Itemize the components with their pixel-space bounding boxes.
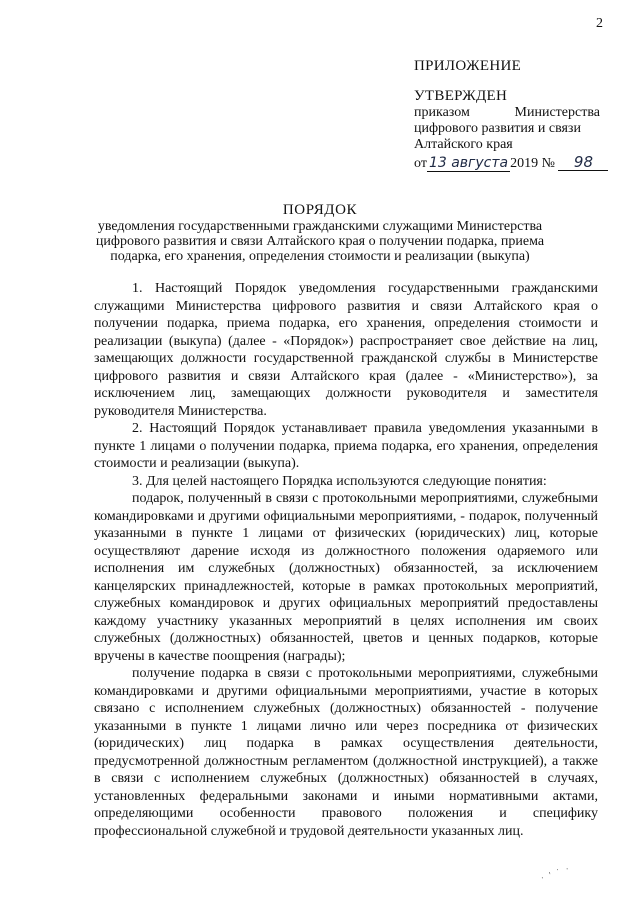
page-number: 2 xyxy=(596,16,603,31)
region-line: Алтайского края xyxy=(414,137,513,152)
date-prefix: от xyxy=(414,156,427,171)
date-line xyxy=(414,154,600,172)
appendix-label: ПРИЛОЖЕНИЕ xyxy=(414,58,522,74)
paragraph-1: 1. Настоящий Порядок уведомления государственными гражданскими служащими Министерства цифрового развития и связи Алтайского края о получении подарка, приема подарка, его хранения, определения стоимости и реализации (выкупа) (далее - «Порядок») распространяет свое действие на лиц, замещающих должности государственной гражданской службы в Министерстве цифрового развития и связи Алтайского края (далее - «Министерство»), за исключением лиц, замещающих должности руководителя и заместителя руководителя Министерства. xyxy=(94,281,598,419)
paragraph-2: 2. Настоящий Порядок устанавливает правила уведомления указанными в пункте 1 лицами о получении подарка, приема подарка, его хранения, определения стоимости и реализации (выкупа). xyxy=(94,421,598,471)
handwritten-order-number: 98 xyxy=(558,154,608,171)
paragraph-4: подарок, полученный в связи с протокольными мероприятиями, служебными командировками и другими официальными мероприятиями, - подарок, полученный указанными в пункте 1 лицами от физических (юридических) лиц, которые осуществляют дарение исходя из должностного положения одаряемого или исполнения им служебных (должностных) обязанностей, за исключением канцелярских принадлежностей, которые в рамках протокольных мероприятий, служебных командировок и других официальных мероприятий предоставлены каждому участнику указанных мероприятий в целях исполнения им своих служебных (должностных) обязанностей, цветов и ценных подарков, которые вручены в качестве поощрения (награды); xyxy=(94,491,598,664)
year-number-label: 2019 № xyxy=(510,156,555,171)
document-body xyxy=(94,280,598,840)
handwritten-date: 13 августа xyxy=(428,155,509,171)
ministry-word: Министерства xyxy=(514,105,600,120)
document-title: ПОРЯДОК xyxy=(282,202,358,218)
ministry-name-line: цифрового развития и связи xyxy=(414,121,581,136)
order-word: приказом xyxy=(414,105,470,120)
scan-marks: · ' ˙ · xyxy=(539,862,573,884)
paragraph-5: получение подарка в связи с протокольными мероприятиями, служебными командировками и другими официальными мероприятиями, участие в которых связано с исполнением служебных (должностных) обязанностей - получение указанными в пункте 1 лицами лично или через посредника от физических (юридических) лиц подарка в рамках осуществления деятельности, предусмотренной должностным регламентом (должностной инструкцией), а также в связи с исполнением служебных (должностных) обязанностей в случаях, установленных федеральными законами и иными нормативными актами, определяющими особенности правового положения и специфику профессиональной служебной и трудовой деятельности указанных лиц. xyxy=(94,666,598,839)
order-line xyxy=(414,105,600,121)
approved-label: УТВЕРЖДЕН xyxy=(414,88,508,104)
approval-block xyxy=(414,58,600,172)
document-subtitle: уведомления государственными гражданскими служащими Министерства цифрового развития и связи Алтайского края о получении подарка, приема подарка, его хранения, определения стоимости и реализации (выкупа) xyxy=(95,219,545,264)
paragraph-3: 3. Для целей настоящего Порядка используются следующие понятия: xyxy=(132,473,547,489)
